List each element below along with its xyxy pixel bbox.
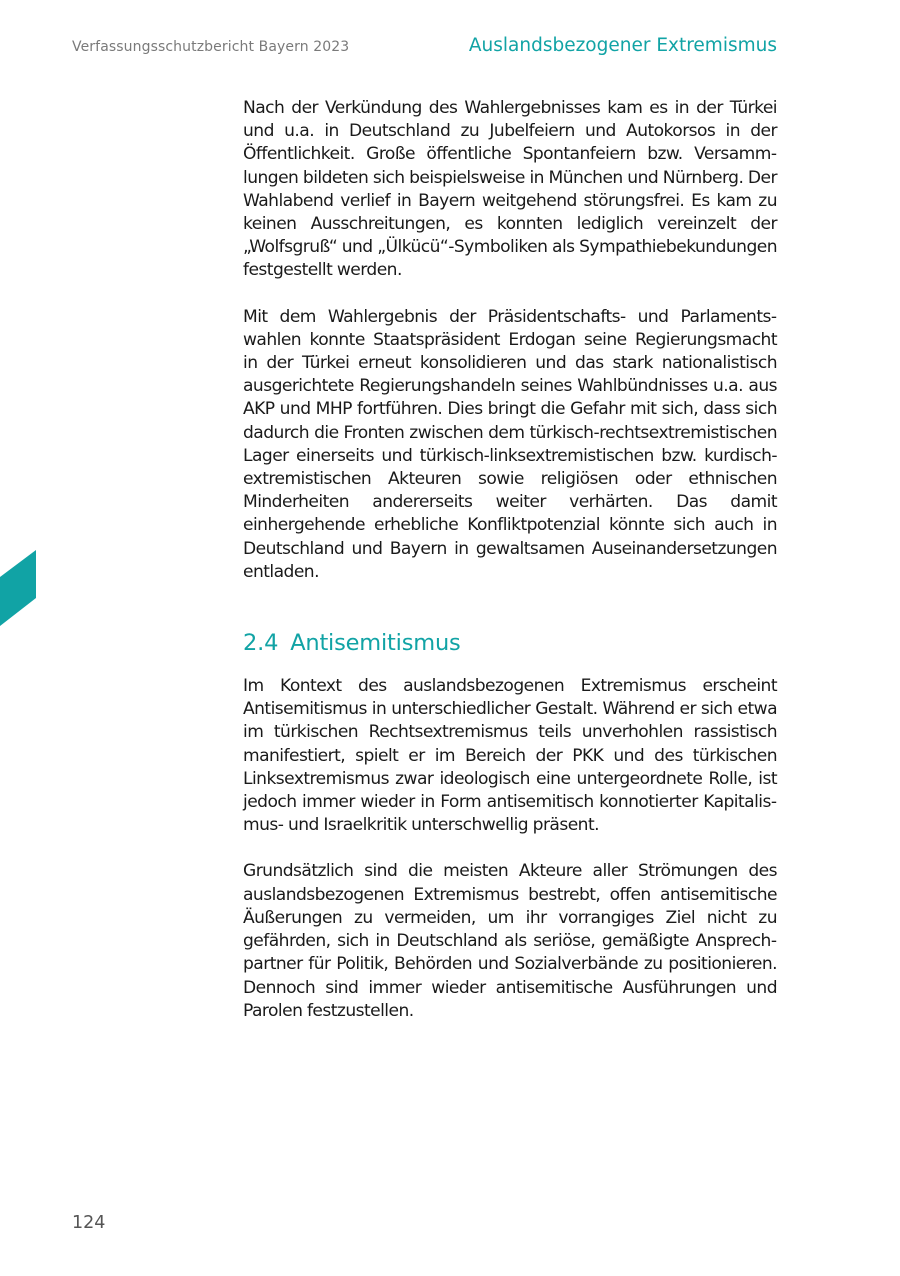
section-paragraph-1: Im Kontext des auslandsbezogenen Extremismus erscheint Antisemitismus in unterschiedlicher Gestalt. Während er sich etwa im türkischen Rechtsextremismus teils unverhohlen rassistisch manifestiert, spielt er im Bereich der PKK und des türkischen Linksextremismus zwar ideologisch eine untergeordnete Rolle, ist jedoch immer wieder in Form antisemitisch konnotierter Kapitalismus- und Israelkritik unterschwellig präsent. xyxy=(243,676,777,836)
section-number: 2.4 xyxy=(243,630,279,657)
running-header-publication: Verfassungsschutzbericht Bayern 2023 xyxy=(72,39,350,55)
chapter-tab-marker xyxy=(0,550,36,626)
body-paragraph-1: Nach der Verkündung des Wahlergebnisses kam es in der Türkei und u.a. in Deutschland zu Jubelfeiern und Autokorsos in der Öffentlichkeit. Große öffentliche Spontanfeiern bzw. Versammlungen bildeten sich beispielsweise in München und Nürnberg. Der Wahlabend verlief in Bayern weitgehend störungsfrei. Es kam zu keinen Ausschreitungen, es konnten lediglich vereinzelt der „Wolfsgruß“ und „Ülkücü“-Symboliken als Sympathiebekundungen festgestellt werden. xyxy=(243,98,777,281)
page-number: 124 xyxy=(72,1213,106,1233)
section-heading xyxy=(243,629,777,657)
section-paragraph-2: Grundsätzlich sind die meisten Akteure aller Strömungen des auslandsbezogenen Extremismus bestrebt, offen antisemitische Äußerungen zu vermeiden, um ihr vorrangiges Ziel nicht zu gefährden, sich in Deutschland als seriöse, gemäßigte Ansprechpartner für Politik, Behörden und Sozialverbände zu positionieren. Dennoch sind immer wieder antisemitische Ausführungen und Parolen festzustellen. xyxy=(243,861,777,1021)
section-title: Antisemitismus xyxy=(290,630,461,657)
running-header-chapter: Auslandsbezogener Extremismus xyxy=(468,35,777,56)
body-paragraph-2: Mit dem Wahlergebnis der Präsidentschafts- und Parlamentswahlen konnte Staatspräsident Erdogan seine Regierungsmacht in der Türkei erneut konsolidieren und das stark nationalistisch ausgerichtete Regierungshandeln seines Wahlbündnisses u.a. aus AKP und MHP fortführen. Dies bringt die Gefahr mit sich, dass sich dadurch die Fronten zwischen dem türkisch-rechtsextremistischen Lager einerseits und türkisch-linksextremistischen bzw. kurdisch-extremistischen Akteuren sowie religiösen oder ethnischen Minderheiten andererseits weiter verhärten. Das damit einhergehende erhebliche Konfliktpotenzial könnte sich auch in Deutschland und Bayern in gewaltsamen Auseinandersetzungen entladen. xyxy=(243,306,777,582)
main-content xyxy=(243,97,777,1023)
